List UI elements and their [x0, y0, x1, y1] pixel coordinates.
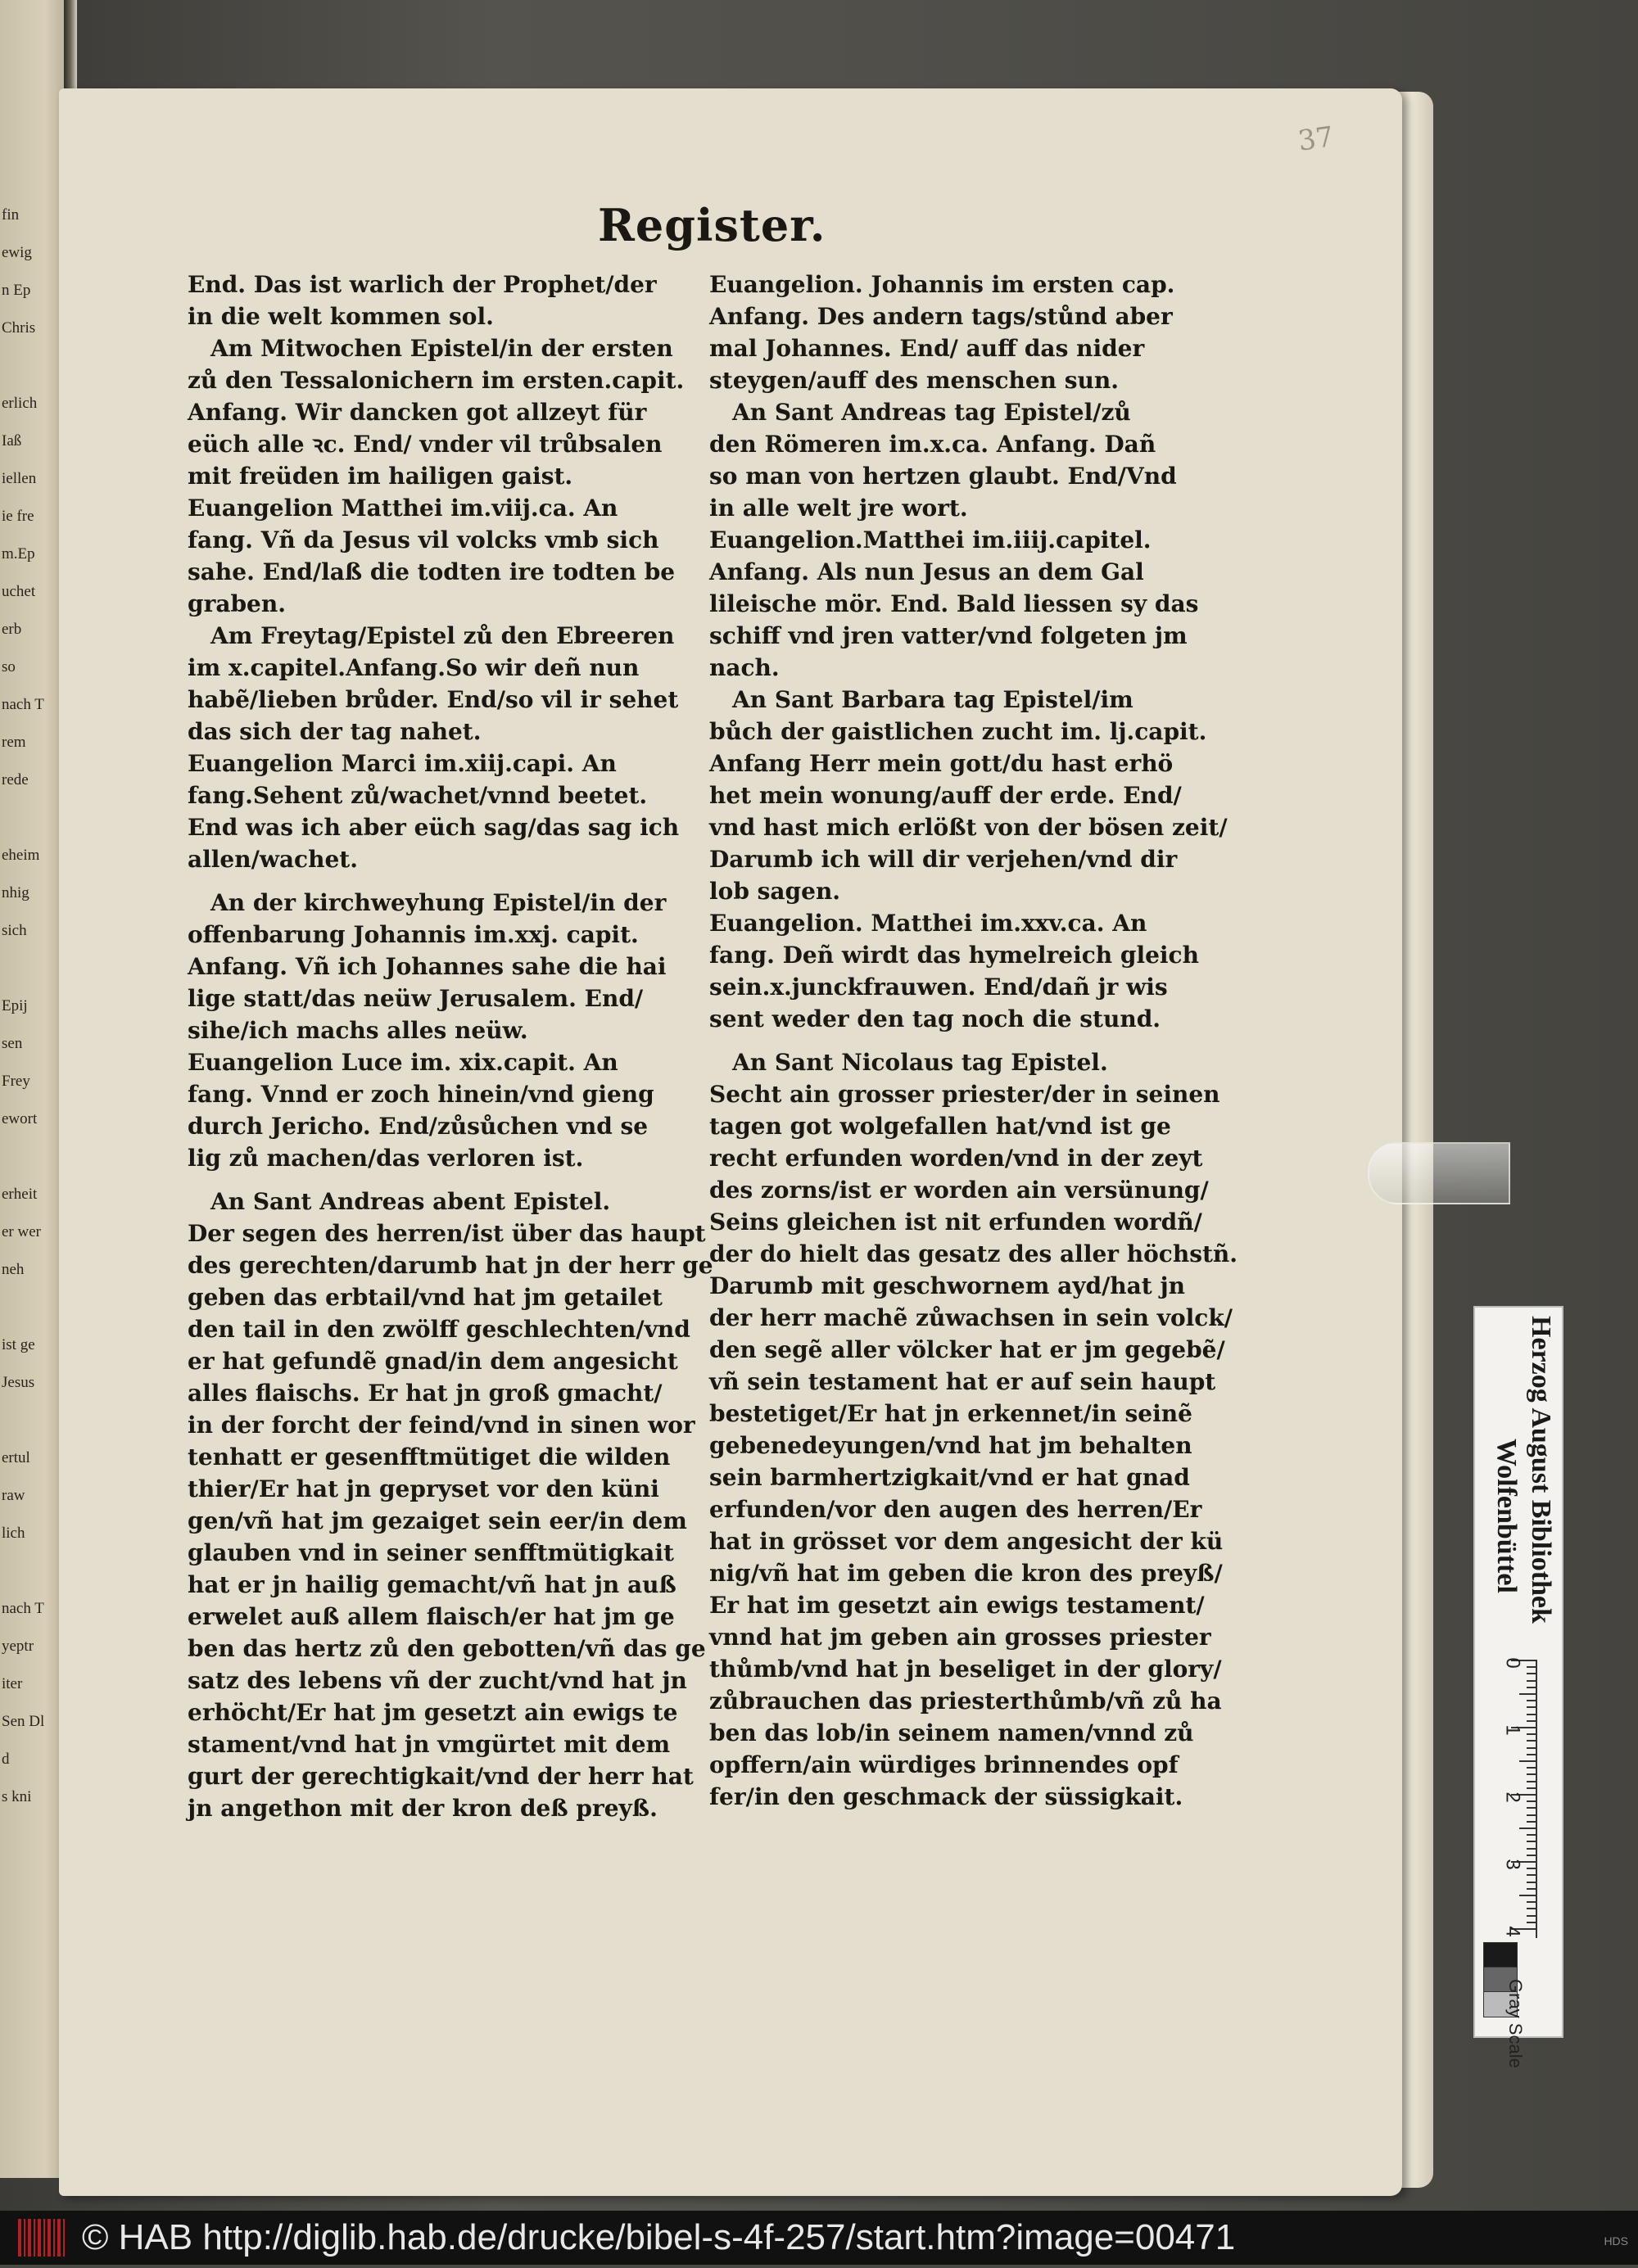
ruler-tick — [1527, 1787, 1536, 1789]
left-column-line: er hat gefundẽ gnad/in dem angesicht — [188, 1348, 678, 1375]
right-column-line: den segẽ aller völcker hat er jm gegebẽ/ — [709, 1336, 1225, 1363]
right-column-line: Anfang. Als nun Jesus an dem Gal — [709, 558, 1144, 585]
right-column-line: Euangelion.Matthei im.iiij.capitel. — [709, 526, 1152, 553]
right-column-line: sent weder den tag noch die stund. — [709, 1005, 1161, 1032]
left-column-line: End was ich aber eüch sag/das sag ich — [188, 814, 680, 841]
text-column-left — [188, 269, 713, 1824]
left-column-line: gurt der gerechtigkait/vnd der herr hat — [188, 1763, 694, 1790]
right-column-line: het mein wonung/auff der erde. End/ — [709, 782, 1182, 809]
left-column-line: satz des lebens vñ der zucht/vnd hat jn — [188, 1667, 687, 1694]
ruler-tick — [1519, 1693, 1536, 1695]
left-page-fragment: er wer — [2, 1223, 41, 1240]
right-column-line: erfunden/vor den augen des herren/Er — [709, 1496, 1202, 1523]
right-column-line: nach. — [709, 654, 780, 681]
ruler-tick — [1527, 1855, 1536, 1856]
ruler-number: 3 — [1501, 1859, 1524, 1870]
left-page-fragment: erheit — [2, 1186, 38, 1203]
left-page-fragment: sich — [2, 922, 27, 939]
ruler-tick — [1527, 1915, 1536, 1917]
ruler-tick — [1527, 1841, 1536, 1842]
ruler-tick — [1527, 1714, 1536, 1715]
ruler-tick — [1527, 1740, 1536, 1742]
left-page-fragment: m.Ep — [2, 545, 35, 562]
left-column-line: jn angethon mit der kron deß preyß. — [188, 1795, 658, 1822]
left-page-fragment: Chris — [2, 319, 36, 337]
left-column-line: Anfang. Vñ ich Johannes sahe die hai — [188, 953, 667, 980]
left-page-fragment: nhig — [2, 884, 29, 901]
left-page-fragment: lich — [2, 1525, 25, 1542]
ruler-tick — [1527, 1781, 1536, 1782]
measurement-ruler — [1478, 1657, 1537, 1938]
left-column-line: eüch alle ꝛc. End/ vnder vil trůbsalen — [188, 431, 663, 458]
right-column-line: tagen got wolgefallen hat/vnd ist ge — [709, 1113, 1171, 1140]
ruler-tick — [1527, 1673, 1536, 1674]
left-column-line: Am Freytag/Epistel zů den Ebreeren — [210, 622, 675, 649]
right-column-line: vnd hast mich erlößt von der bösen zeit/ — [709, 814, 1228, 841]
left-page-fragment: raw — [2, 1487, 25, 1504]
left-column-line: offenbarung Johannis im.xxj. capit. — [188, 921, 639, 948]
right-column-line: Er hat im gesetzt ain ewigs testament/ — [709, 1592, 1205, 1619]
left-column-line: allen/wachet. — [188, 846, 358, 873]
ruler-tick — [1527, 1666, 1536, 1668]
left-column-line: des gerechten/darumb hat jn der herr ge — [188, 1252, 713, 1279]
left-column-line: sihe/ich machs alles neüw. — [188, 1017, 528, 1044]
left-page-fragment: rem — [2, 734, 26, 751]
left-column-line: gen/vñ hat jm gezaiget sein eer/in dem — [188, 1507, 687, 1534]
right-column-line: schiff vnd jren vatter/vnd folgeten jm — [709, 622, 1188, 649]
ruler-tick — [1527, 1814, 1536, 1816]
ruler-tick — [1527, 1834, 1536, 1836]
right-column-line: ben das lob/in seinem namen/vnnd zů — [709, 1719, 1194, 1746]
ruler-tick — [1527, 1882, 1536, 1883]
library-name-line2: Wolfenbüttel — [1491, 1439, 1522, 1593]
left-column-line: in die welt kommen sol. — [188, 303, 494, 330]
right-column-line: gebenedeyungen/vnd hat jm behalten — [709, 1432, 1192, 1459]
ruler-tick — [1527, 1687, 1536, 1688]
left-column-line: lig zů machen/das verloren ist. — [188, 1145, 584, 1172]
color-scale-card — [1473, 1306, 1563, 2068]
left-column-line: mit freüden im hailigen gaist. — [188, 463, 573, 490]
library-name-line1: Herzog August Bibliothek — [1526, 1316, 1556, 1624]
left-column-line: An Sant Andreas abent Epistel. — [210, 1188, 611, 1215]
left-page-edge — [0, 0, 64, 2178]
left-column-line: den tail in den zwölff geschlechten/vnd — [188, 1316, 690, 1343]
right-column-line: vnnd hat jm geben ain grosses priester — [709, 1624, 1211, 1651]
left-column-line: End. Das ist warlich der Prophet/der — [188, 271, 657, 298]
right-column-line: fang. Deñ wirdt das hymelreich gleich — [709, 942, 1199, 969]
ruler-tick — [1527, 1733, 1536, 1735]
left-page-fragment: so — [2, 658, 16, 675]
left-column-line: glauben vnd in seiner senfftmütigkait — [188, 1539, 674, 1566]
ruler-tick — [1527, 1767, 1536, 1769]
left-page-fragment: ie fre — [2, 508, 34, 525]
page-fore-edge — [1397, 92, 1433, 2188]
page-tab-marker — [1368, 1142, 1510, 1204]
right-column-line: Seins gleichen ist nit erfunden wordñ/ — [709, 1209, 1202, 1236]
left-column-line: in der forcht der feind/vnd in sinen wor — [188, 1412, 695, 1439]
left-page-fragment: ertul — [2, 1449, 30, 1466]
left-column-line: fang. Vñ da Jesus vil volcks vmb sich — [188, 526, 659, 553]
left-page-fragment: s kni — [2, 1788, 32, 1805]
ruler-tick — [1527, 1908, 1536, 1909]
left-column-line: Euangelion Matthei im.viij.ca. An — [188, 495, 618, 522]
right-column-line: der herr machẽ zůwachsen in sein volck/ — [709, 1304, 1233, 1331]
ruler-tick — [1527, 1874, 1536, 1876]
left-column-line: tenhatt er gesenfftmütiget die wilden — [188, 1443, 671, 1471]
right-column-line: thůmb/vnd hat jn beseliget in der glory/ — [709, 1656, 1222, 1683]
ruler-tick — [1519, 1760, 1536, 1762]
ruler-tick — [1527, 1680, 1536, 1682]
right-column-line: opffern/ain würdiges brinnendes opf — [709, 1751, 1179, 1778]
left-page-fragment: uchet — [2, 583, 36, 600]
left-column-line: geben das erbtail/vnd hat jm getailet — [188, 1284, 663, 1311]
left-column-line: erwelet auß allem flaisch/er hat jm ge — [188, 1603, 675, 1630]
ruler-number: 1 — [1501, 1724, 1524, 1736]
left-page-fragment: Frey — [2, 1073, 30, 1090]
footer-mark: HDS — [1604, 2234, 1628, 2248]
footer-copyright-link[interactable]: © HAB http://diglib.hab.de/drucke/bibel-s-4f-257/start.htm?image=00471 — [82, 2217, 1236, 2257]
left-page-fragment: rede — [2, 771, 29, 788]
left-column-line: Euangelion Marci im.xiij.capi. An — [188, 750, 617, 777]
right-column-line: bůch der gaistlichen zucht im. lj.capit. — [709, 718, 1207, 745]
left-column-line: fang.Sehent zů/wachet/vnnd beetet. — [188, 782, 648, 809]
right-column-line: Euangelion. Johannis im ersten cap. — [709, 271, 1175, 298]
left-column-line: alles flaischs. Er hat jn groß gmacht/ — [188, 1380, 663, 1407]
right-column-line: fer/in den geschmack der süssigkait. — [709, 1783, 1183, 1810]
ruler-tick — [1527, 1922, 1536, 1923]
ruler-tick — [1527, 1848, 1536, 1850]
right-column-line: Euangelion. Matthei im.xxv.ca. An — [709, 910, 1147, 937]
right-column-line: Darumb mit geschwornem ayd/hat jn — [709, 1272, 1185, 1299]
left-column-line: stament/vnd hat jn vmgürtet mit dem — [188, 1731, 671, 1758]
ruler-tick — [1527, 1754, 1536, 1755]
left-column-line: An der kirchweyhung Epistel/in der — [210, 889, 667, 916]
left-column-line: hat er jn hailig gemacht/vñ hat jn auß — [188, 1571, 676, 1598]
left-page-fragment: ewig — [2, 244, 32, 261]
right-column-line: lileische mör. End. Bald liessen sy das — [709, 590, 1199, 617]
right-column-line: des zorns/ist er worden ain versünung/ — [709, 1177, 1209, 1204]
left-page-fragment: sen — [2, 1035, 23, 1052]
ruler-tick — [1527, 1720, 1536, 1722]
left-page-fragment: eheim — [2, 847, 40, 864]
ruler-tick — [1527, 1807, 1536, 1809]
ruler-tick — [1527, 1700, 1536, 1701]
ruler-number: 2 — [1501, 1791, 1524, 1803]
ruler-tick — [1527, 1773, 1536, 1775]
right-column-line: sein.x.junckfrauwen. End/dañ jr wis — [709, 974, 1168, 1001]
right-column-line: An Sant Barbara tag Epistel/im — [732, 686, 1133, 713]
ruler-tick — [1527, 1821, 1536, 1823]
hab-logo-icon — [18, 2219, 67, 2257]
right-column-line: Secht ain grosser priester/der in seinen — [709, 1081, 1220, 1108]
running-head: Register. — [598, 199, 826, 251]
ruler-tick — [1527, 1888, 1536, 1890]
left-page-fragment: yeptr — [2, 1638, 34, 1655]
left-page-fragment: iellen — [2, 470, 37, 487]
left-column-line: lige statt/das neüw Jerusalem. End/ — [188, 985, 644, 1012]
left-column-line: graben. — [188, 590, 286, 617]
ruler-tick — [1527, 1706, 1536, 1708]
right-column-line: steygen/auff des menschen sun. — [709, 367, 1120, 394]
right-column-line: der do hielt das gesatz des aller höchstñ. — [709, 1240, 1238, 1267]
right-column-line: Anfang Herr mein gott/du hast erhö — [709, 750, 1174, 777]
left-page-fragment: Sen Dl — [2, 1713, 45, 1730]
ruler-tick — [1527, 1747, 1536, 1749]
right-column-line: so man von hertzen glaubt. End/Vnd — [709, 463, 1177, 490]
left-page-fragment: erb — [2, 621, 22, 638]
right-column-line: lob sagen. — [709, 878, 841, 905]
left-column-line: erhöcht/Er hat jm gesetzt ain ewigs te — [188, 1699, 678, 1726]
right-column-line: den Römeren im.x.ca. Anfang. Dañ — [709, 431, 1156, 458]
right-column-line: mal Johannes. End/ auff das nider — [709, 335, 1145, 362]
right-column-line: bestetiget/Er hat jn erkennet/in seinẽ — [709, 1400, 1192, 1427]
left-column-line: im x.capitel.Anfang.So wir deñ nun — [188, 654, 640, 681]
left-column-line: sahe. End/laß die todten ire todten be — [188, 558, 676, 585]
ruler-number: 0 — [1501, 1657, 1524, 1669]
gray-scale-label: Gray Scale — [1505, 1979, 1526, 2068]
left-page-fragment: neh — [2, 1261, 25, 1278]
left-column-line: thier/Er hat jn gepryset vor den küni — [188, 1475, 659, 1502]
left-page-fragment: Epij — [2, 997, 28, 1014]
footer-bar — [0, 2211, 1638, 2265]
left-page-fragment: nach T — [2, 696, 44, 713]
ruler-tick — [1519, 1828, 1536, 1829]
left-page-fragment: n Ep — [2, 282, 31, 299]
left-page-fragment: erlich — [2, 395, 38, 412]
right-column-line: sein barmhertzigkait/vnd er hat gnad — [709, 1464, 1190, 1491]
ruler-tick — [1519, 1895, 1536, 1896]
left-page-fragment: Iaß — [2, 432, 22, 450]
ruler-number: 4 — [1501, 1926, 1524, 1937]
right-column-line: Darumb ich will dir verjehen/vnd dir — [709, 846, 1178, 873]
right-column-line: hat in grösset vor dem angesicht der kü — [709, 1528, 1224, 1555]
right-column-line: An Sant Nicolaus tag Epistel. — [732, 1049, 1108, 1076]
right-column-line: An Sant Andreas tag Epistel/zů — [732, 399, 1131, 426]
left-column-line: fang. Vnnd er zoch hinein/vnd gieng — [188, 1081, 654, 1108]
left-column-line: Der segen des herren/ist über das haupt — [188, 1220, 706, 1247]
ruler-tick — [1527, 1868, 1536, 1869]
right-column-line: vñ sein testament hat er auf sein haupt — [709, 1368, 1216, 1395]
left-page-fragment: nach T — [2, 1600, 44, 1617]
right-column-line: recht erfunden worden/vnd in der zeyt — [709, 1145, 1203, 1172]
left-column-line: Anfang. Wir dancken got allzeyt für — [188, 399, 647, 426]
right-column-line: in alle welt jre wort. — [709, 495, 968, 522]
left-column-line: das sich der tag nahet. — [188, 718, 482, 745]
left-page-fragment: fin — [2, 206, 20, 224]
ruler-tick — [1527, 1800, 1536, 1802]
right-column-line: Anfang. Des andern tags/stůnd aber — [709, 303, 1173, 330]
right-column-line: nig/vñ hat im geben die kron des preyß/ — [709, 1560, 1223, 1587]
gray-swatch-black — [1483, 1942, 1518, 1968]
left-column-line: durch Jericho. End/zůsůchen vnd se — [188, 1113, 649, 1140]
right-column-line: zůbrauchen das priesterthůmb/vñ zů ha — [709, 1687, 1222, 1715]
text-column-right — [709, 269, 1238, 1813]
left-column-line: Am Mitwochen Epistel/in der ersten — [210, 335, 673, 362]
left-page-fragment: ist ge — [2, 1336, 35, 1353]
left-column-line: Euangelion Luce im. xix.capit. An — [188, 1049, 618, 1076]
ruler-tick — [1527, 1901, 1536, 1903]
left-column-line: zů den Tessalonichern im ersten.capit. — [188, 367, 685, 394]
left-page-fragment: d — [2, 1751, 10, 1768]
left-column-line: ben das hertz zů den gebotten/vñ das ge — [188, 1635, 706, 1662]
left-page-fragment: iter — [2, 1675, 23, 1692]
left-page-fragment: Jesus — [2, 1374, 35, 1391]
folio-number: 37 — [1296, 120, 1336, 158]
left-page-fragment: ewort — [2, 1110, 38, 1127]
left-column-line: habẽ/lieben brůder. End/so vil ir sehet — [188, 686, 679, 713]
